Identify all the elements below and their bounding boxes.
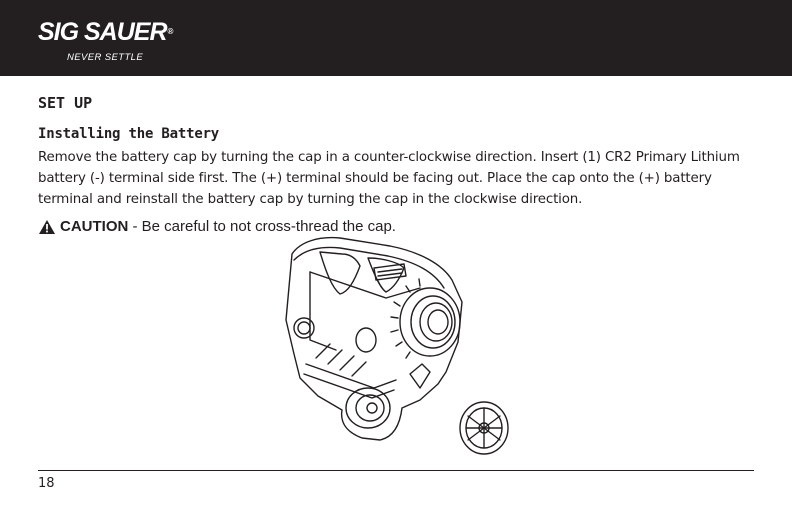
section-title: SET UP	[38, 94, 93, 112]
brand-name: SIG SAUER	[38, 18, 167, 46]
brand-tagline: NEVER SETTLE	[67, 52, 144, 63]
warning-triangle-icon	[38, 219, 56, 235]
page-number: 18	[38, 476, 55, 491]
header-bar	[0, 0, 792, 76]
trademark-symbol: ®	[167, 27, 173, 36]
caution-separator: -	[128, 218, 142, 235]
rangefinder-illustration	[270, 232, 515, 464]
instruction-paragraph: Remove the battery cap by turning the cap in a counter-clockwise direction. Insert (1) CR2 Primary Lithium battery (-) terminal side first. The (+) terminal should be facing out. Place the cap onto the (+) battery terminal and reinstall the battery cap by turning the cap in the clockwise direction.	[38, 150, 740, 207]
footer-divider	[38, 470, 754, 471]
subsection-title: Installing the Battery	[38, 126, 220, 142]
brand-logo	[38, 18, 172, 46]
caution-label: CAUTION	[60, 218, 129, 235]
caution-text: Be careful to not cross-thread the cap.	[141, 218, 396, 235]
